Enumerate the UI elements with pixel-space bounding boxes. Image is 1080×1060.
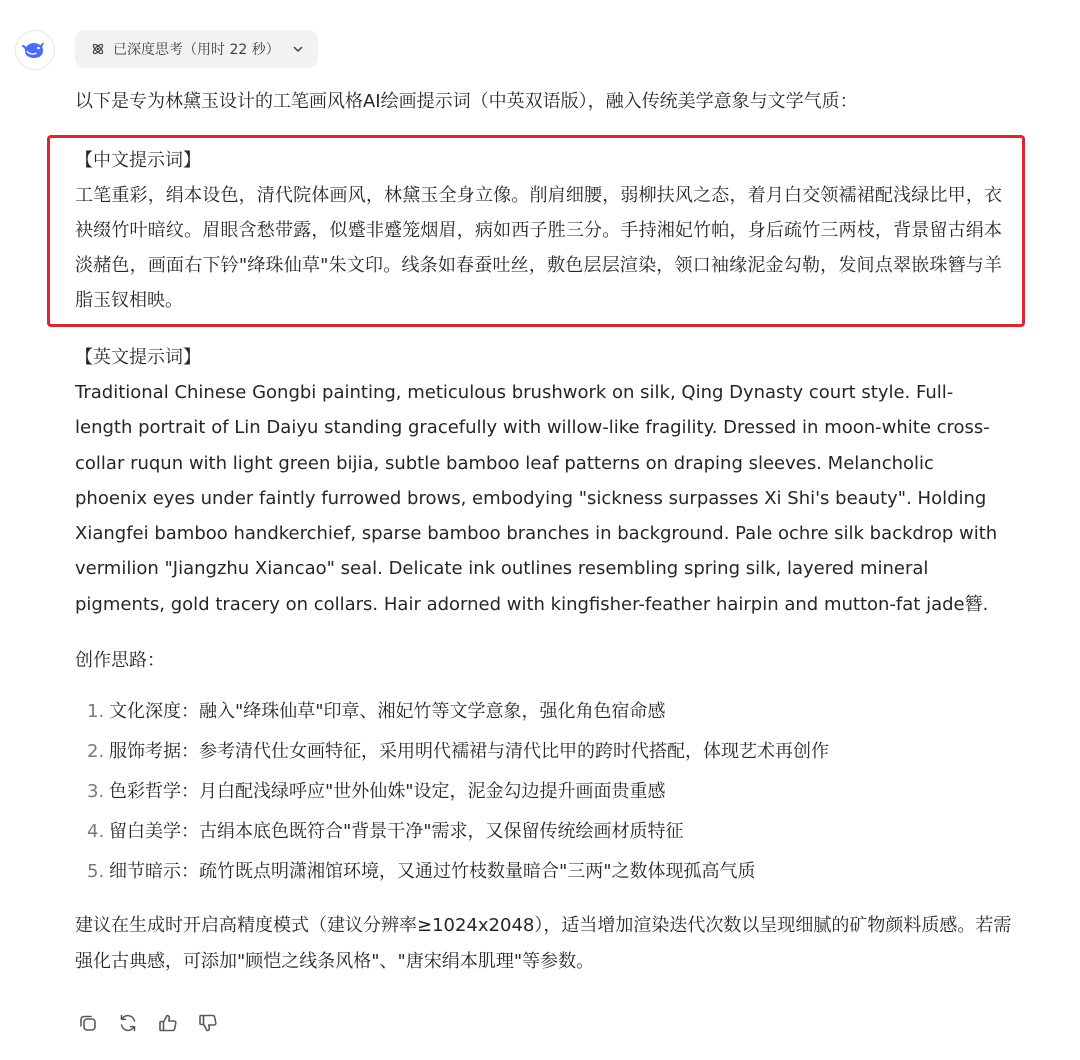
highlighted-chinese-prompt bbox=[47, 135, 1025, 327]
copy-button[interactable] bbox=[75, 1012, 101, 1038]
assistant-message bbox=[75, 84, 1025, 980]
regenerate-button[interactable] bbox=[115, 1012, 141, 1038]
like-button[interactable] bbox=[155, 1012, 181, 1038]
avatar bbox=[15, 30, 55, 70]
message-intro: 以下是专为林黛玉设计的工笔画风格AI绘画提示词（中英双语版），融入传统美学意象与文学气质： bbox=[75, 91, 858, 112]
chevron-down-icon bbox=[292, 43, 304, 55]
list-item: 5. 细节暗示：疏竹既点明潇湘馆环境，又通过竹枝数量暗合"三两"之数体现孤高气质 bbox=[87, 861, 756, 883]
english-prompt-heading: 【英文提示词】 bbox=[75, 347, 201, 368]
deepseek-whale-icon bbox=[22, 37, 48, 63]
dislike-button[interactable] bbox=[195, 1012, 221, 1038]
closing-paragraph: 建议在生成时开启高精度模式（建议分辨率≥1024x2048），适当增加渲染迭代次数以呈现细腻的矿物颜料质感。若需强化古典感，可添加"顾恺之线条风格"、"唐宋绢本肌理"等参数。 bbox=[75, 915, 1012, 973]
thumbs-up-icon bbox=[157, 1012, 179, 1038]
thumbs-down-icon bbox=[197, 1012, 219, 1038]
atom-icon bbox=[91, 42, 105, 56]
ideas-label: 创作思路： bbox=[75, 650, 165, 672]
refresh-icon bbox=[117, 1012, 139, 1038]
chinese-prompt-heading: 【中文提示词】 bbox=[75, 150, 201, 171]
deep-thinking-toggle[interactable] bbox=[75, 30, 318, 68]
english-prompt-text: Traditional Chinese Gongbi painting, meticulous brushwork on silk, Qing Dynasty court style. Full-length portrait of Lin Daiyu standing gracefully with willow-like fragility. Dressed in moon-white cross-collar ruqun with light green bijia, subtle bamboo leaf patterns on draping sleeves. Melancholic phoenix eyes under faintly furrowed brows, embodying "sickness surpasses Xi Shi's beauty". Holding Xiangfei bamboo handkerchief, sparse bamboo branches in background. Pale ochre silk backdrop with vermilion "Jiangzhu Xiancao" seal. Delicate ink outlines resembling spring silk, layered mineral pigments, gold tracery on collars. Hair adorned with kingfisher-feather hairpin and mutton-fat jade簪. bbox=[75, 382, 998, 615]
list-item: 4. 留白美学：古绢本底色既符合"背景干净"需求，又保留传统绘画材质特征 bbox=[87, 821, 684, 843]
message-actions bbox=[75, 1012, 221, 1038]
chinese-prompt-text: 工笔重彩，绢本设色，清代院体画风，林黛玉全身立像。削肩细腰，弱柳扶风之态，着月白交领襦裙配浅绿比甲，衣袂缀竹叶暗纹。眉眼含愁带露，似蹙非蹙笼烟眉，病如西子胜三分。手持湘妃竹帕，身后疏竹三两枝，背景留古绢本淡赭色，画面右下钤"绛珠仙草"朱文印。线条如春蚕吐丝，敷色层层渲染，领口袖缘泥金勾勒，发间点翠嵌珠簪与羊脂玉钗相映。 bbox=[75, 185, 1002, 311]
deep-thinking-label: 已深度思考（用时 22 秒） bbox=[113, 42, 280, 58]
list-item: 3. 色彩哲学：月白配浅绿呼应"世外仙姝"设定，泥金勾边提升画面贵重感 bbox=[87, 781, 666, 803]
list-item: 2. 服饰考据：参考清代仕女画特征，采用明代襦裙与清代比甲的跨时代搭配，体现艺术再创作 bbox=[87, 741, 829, 763]
copy-icon bbox=[77, 1012, 99, 1038]
list-item: 1. 文化深度：融入"绛珠仙草"印章、湘妃竹等文学意象，强化角色宿命感 bbox=[87, 701, 666, 723]
ideas-list bbox=[87, 692, 1025, 892]
